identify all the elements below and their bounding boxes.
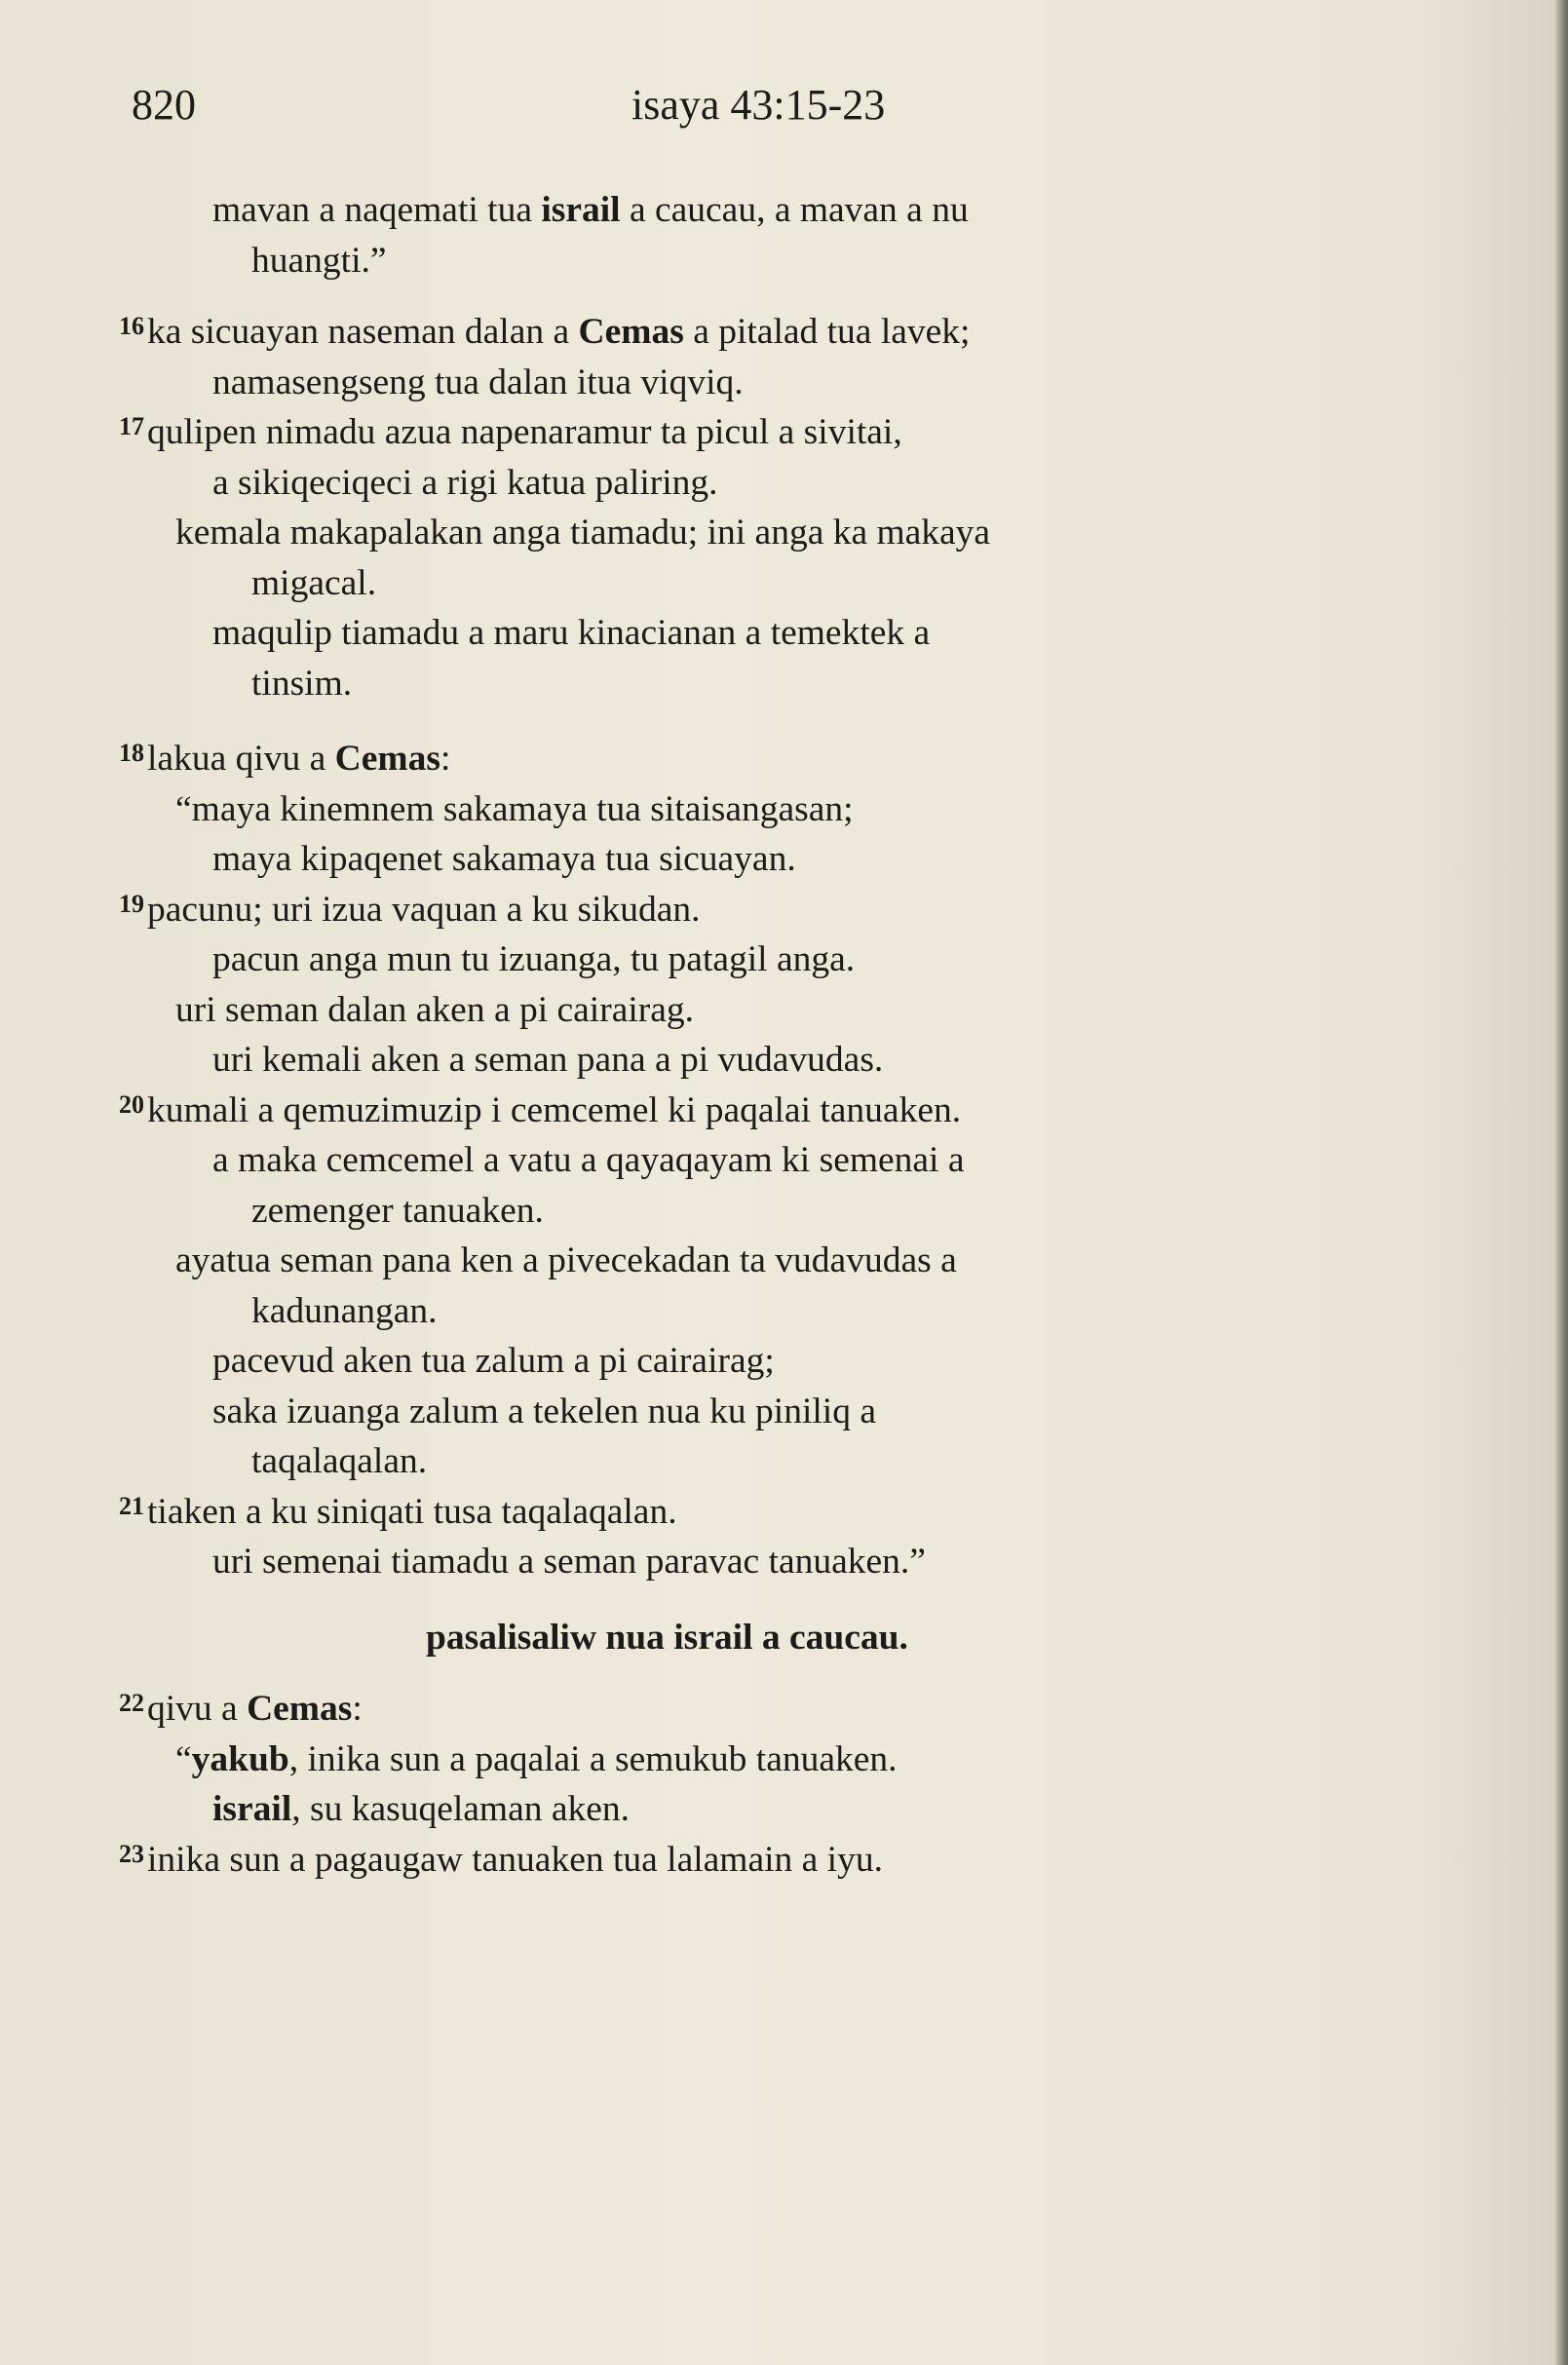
- text-line: ayatua seman pana ken a pivecekadan ta vudavudas a: [175, 1240, 957, 1280]
- text-line: mavan a naqemati tua israil a caucau, a mavan a nu: [212, 190, 969, 230]
- verse-16: $^{16}$ka sicuayan naseman dalan a Cemas a pitalad tua lavek;: [119, 312, 971, 352]
- text-line: uri semenai tiamadu a seman paravac tanuaken.”: [212, 1542, 926, 1582]
- verse-number: 16: [119, 312, 144, 340]
- text-line: israil, su kasuqelaman aken.: [212, 1789, 631, 1829]
- verse-number: 19: [119, 889, 144, 918]
- verse-21: $^{21}$tiaken a ku siniqati tusa taqalaqalan.: [119, 1491, 677, 1532]
- page-number: 820: [132, 81, 196, 129]
- verse-20: $^{20}$kumali a qemuzimuzip i cemcemel ki paqalai tanuaken.: [119, 1089, 962, 1130]
- text-line: uri kemali aken a seman pana a pi vudavudas.: [212, 1040, 884, 1080]
- text-line: uri seman dalan aken a pi cairairag.: [175, 989, 695, 1030]
- section-heading: pasalisaliw nua israil a caucau.: [426, 1617, 908, 1658]
- verse-number: 23: [119, 1839, 144, 1868]
- verse-18: $^{18}$lakua qivu a Cemas:: [119, 739, 451, 779]
- text-line: “yakub, inika sun a paqalai a semukub tanuaken.: [175, 1738, 898, 1779]
- verse-number: 22: [119, 1689, 144, 1717]
- text-line: “maya kinemnem sakamaya tua sitaisangasan;: [175, 788, 854, 829]
- verse-number: 17: [119, 412, 144, 440]
- verse-19: $^{19}$pacunu; uri izua vaquan a ku sikudan.: [119, 889, 701, 930]
- text-line: a maka cemcemel a vatu a qayaqayam ki semenai a: [212, 1140, 965, 1180]
- text-line: tinsim.: [251, 663, 353, 704]
- text-line: maqulip tiamadu a maru kinacianan a temektek a: [212, 613, 931, 653]
- text-line: migacal.: [251, 562, 377, 603]
- text-line: saka izuanga zalum a tekelen nua ku piniliq a: [212, 1391, 876, 1431]
- text-line: namasengseng tua dalan itua viqviq.: [212, 362, 744, 402]
- text-line: zemenger tanuaken.: [251, 1190, 544, 1231]
- scripture-text: [0, 185, 1568, 1885]
- text-line: kemala makapalakan anga tiamadu; ini anga ka makaya: [175, 513, 991, 553]
- text-line: huangti.”: [251, 240, 387, 281]
- verse-number: 18: [119, 739, 144, 767]
- verse-22: $^{22}$qivu a Cemas:: [119, 1689, 363, 1729]
- text-line: taqalaqalan.: [251, 1441, 428, 1481]
- text-line: a sikiqeciqeci a rigi katua paliring.: [212, 462, 718, 503]
- text-line: maya kipaqenet sakamaya tua sicuayan.: [212, 839, 796, 879]
- verse-number: 20: [119, 1089, 144, 1119]
- text-line: pacun anga mun tu izuanga, tu patagil anga.: [212, 939, 856, 979]
- text-line: pacevud aken tua zalum a pi cairairag;: [212, 1341, 775, 1381]
- page-header: [0, 80, 1568, 138]
- running-head: isaya 43:15-23: [631, 81, 886, 129]
- verse-23: $^{23}$inika sun a pagaugaw tanuaken tua lalamain a iyu.: [119, 1839, 883, 1880]
- verse-17: $^{17}$qulipen nimadu azua napenaramur ta picul a sivitai,: [119, 412, 902, 452]
- verse-number: 21: [119, 1491, 144, 1520]
- text-line: kadunangan.: [251, 1290, 438, 1331]
